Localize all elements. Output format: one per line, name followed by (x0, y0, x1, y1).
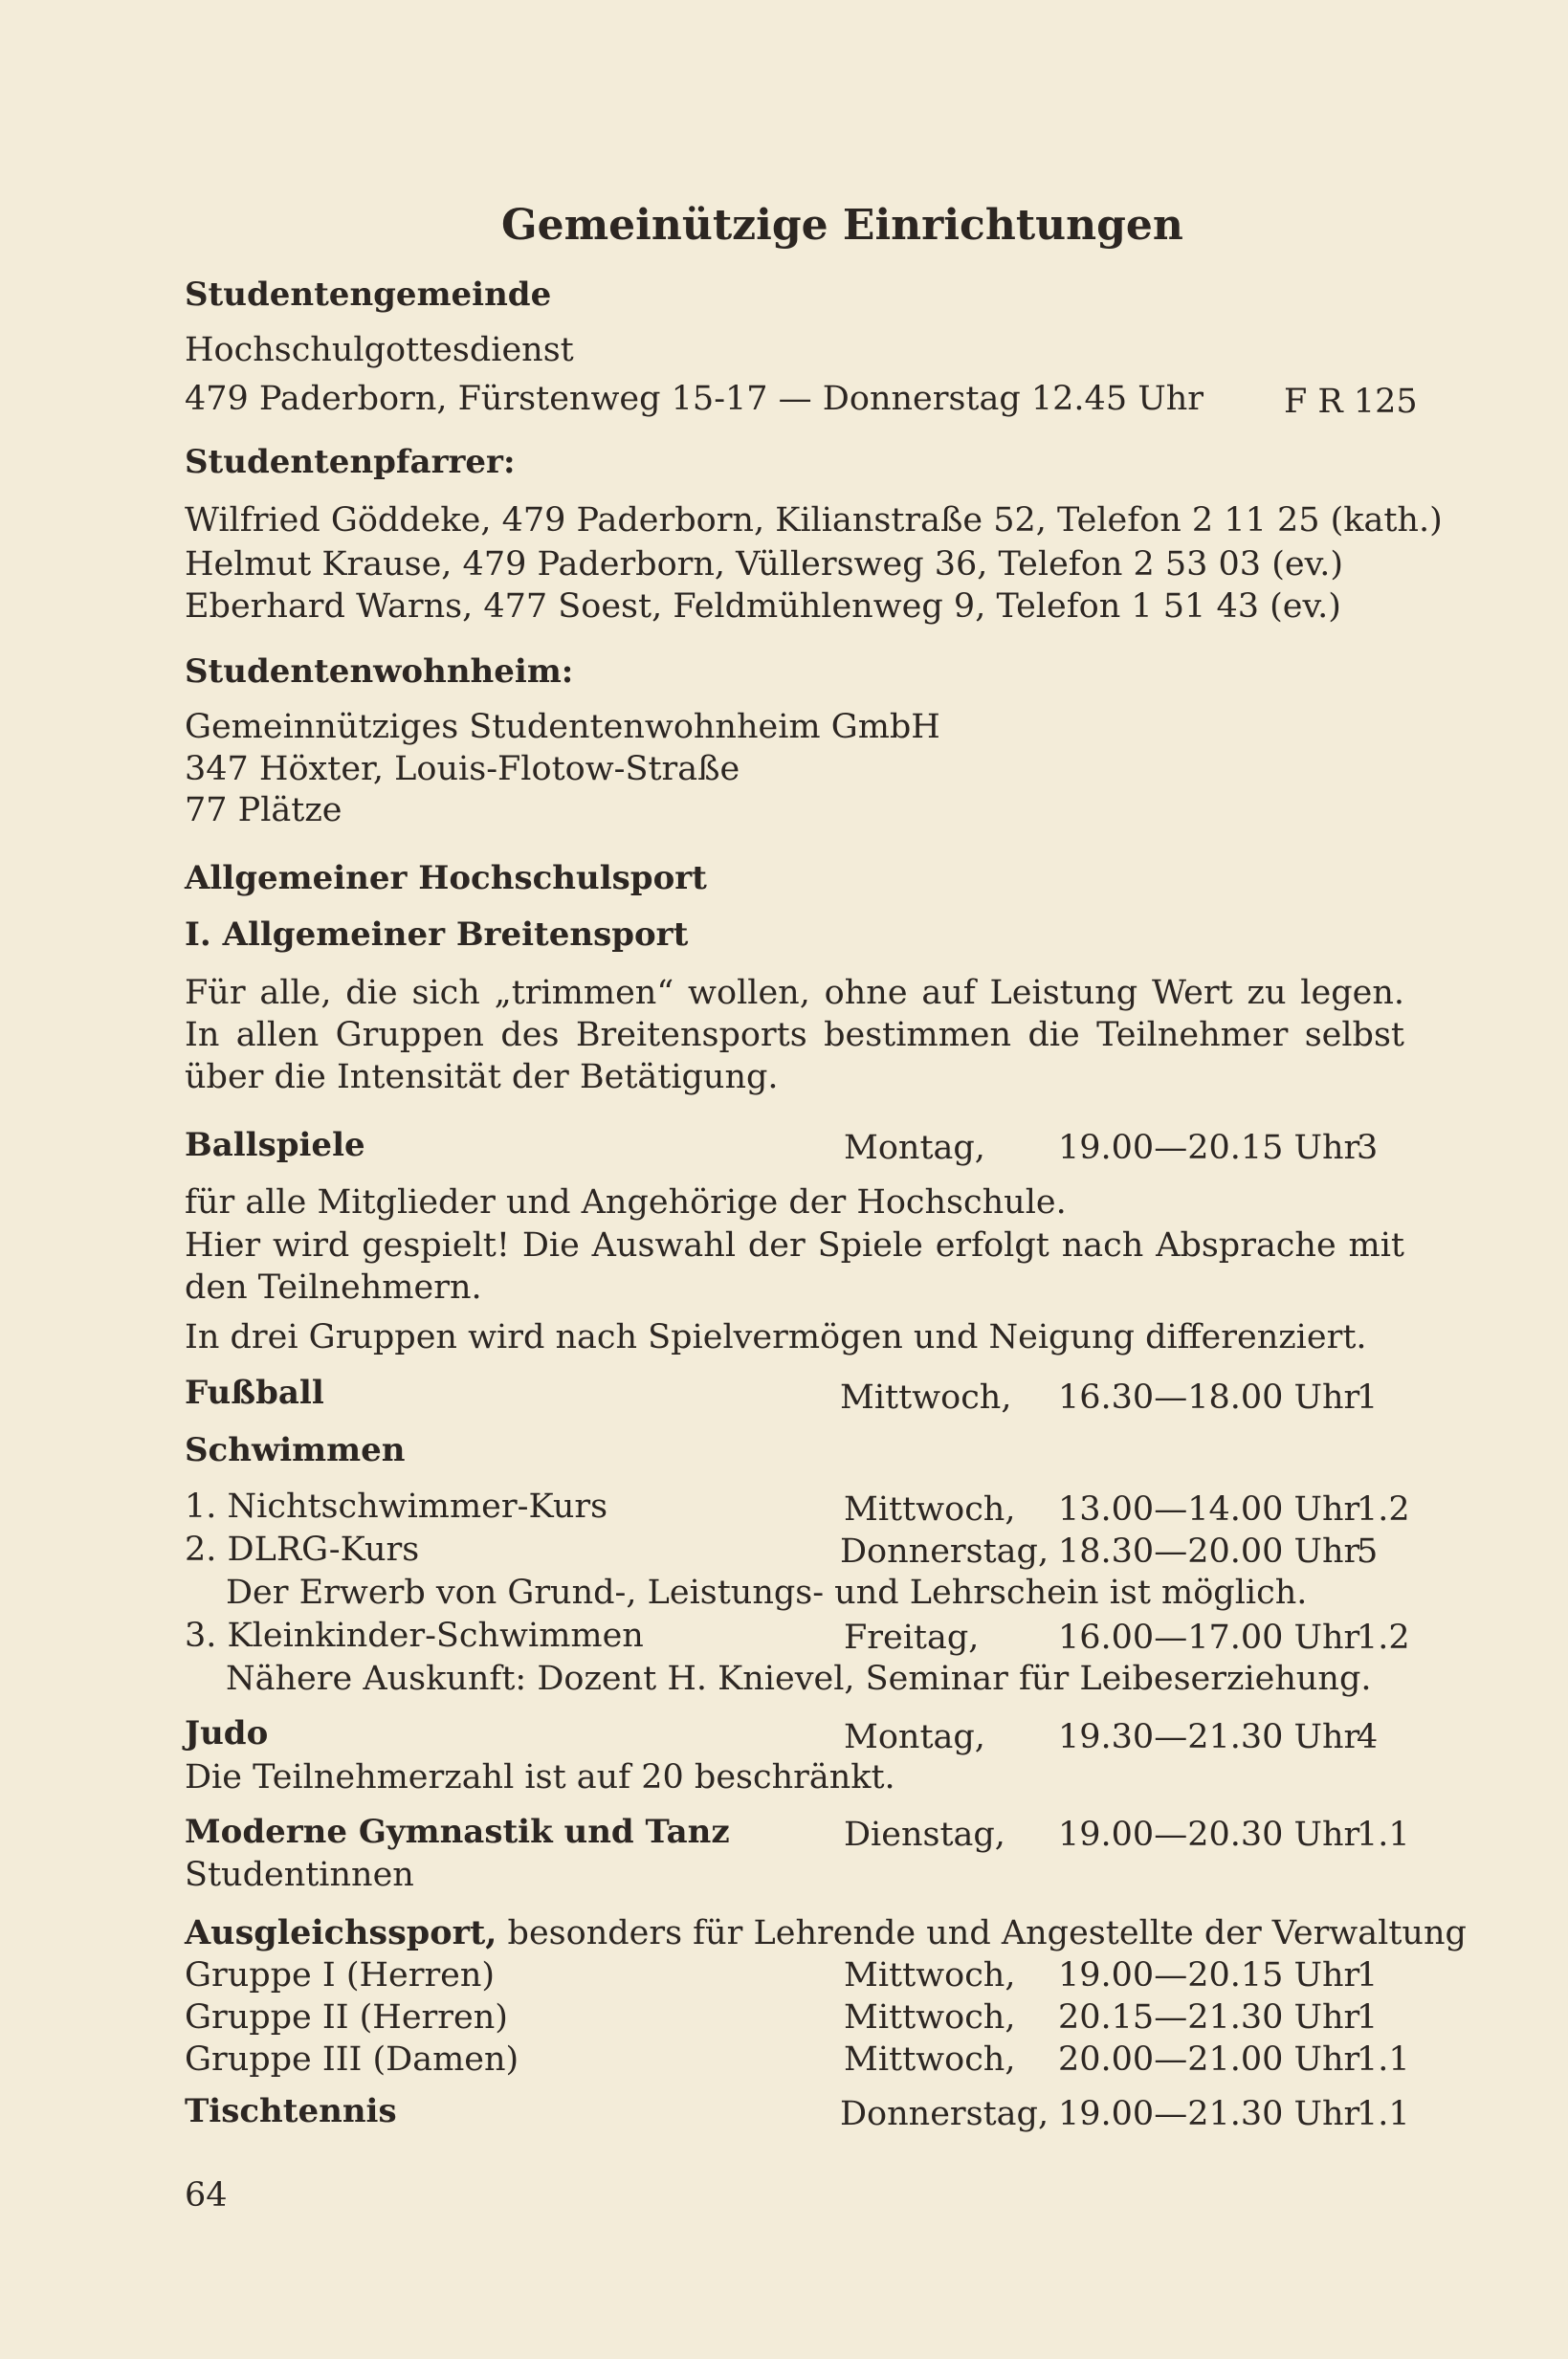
ausgleich-heading-bold: Ausgleichssport, (185, 1913, 497, 1952)
ausgleich-group-room: 1 (1357, 1956, 1379, 1995)
schwimmen-course-time: 18.30—20.00 Uhr (1058, 1532, 1360, 1571)
ausgleich-group-time: 20.00—21.00 Uhr (1058, 2040, 1360, 2079)
schwimmen-course-room: 1.2 (1357, 1619, 1410, 1657)
ausgleich-group-room: 1.1 (1357, 2040, 1410, 2079)
wohnheim-line: Gemeinnütziges Studentenwohnheim GmbH (185, 708, 940, 746)
ausgleich-group-day: Mittwoch, (844, 2040, 1016, 2079)
fussball-day: Mittwoch, (840, 1378, 1012, 1417)
studentengemeinde-heading: Studentengemeinde (185, 276, 552, 314)
ausgleich-heading-rest: besonders für Lehrende und Angestellte der Verwaltung (497, 1914, 1467, 1952)
ballspiele-room: 3 (1357, 1129, 1379, 1167)
judo-room: 4 (1357, 1718, 1379, 1756)
schwimmen-course-time: 16.00—17.00 Uhr (1058, 1619, 1360, 1657)
ausgleich-group-day: Mittwoch, (844, 1998, 1016, 2037)
ballspiele-day: Montag, (844, 1129, 985, 1167)
gottesdienst-line: Hochschulgottesdienst (185, 331, 574, 369)
pfarrer-line: Helmut Krause, 479 Paderborn, Vüllersweg 36, Telefon 2 53 03 (ev.) (185, 545, 1343, 584)
ausgleich-group-day: Mittwoch, (844, 1956, 1016, 1995)
gottesdienst-address-line: 479 Paderborn, Fürstenweg 15-17 — Donnerstag 12.45 Uhr (185, 380, 1204, 418)
schwimmen-course-room: 1.2 (1357, 1490, 1410, 1529)
schwimmen-course-name: 2. DLRG-Kurs (185, 1531, 420, 1569)
tischtennis-name: Tischtennis (185, 2092, 397, 2130)
gymnastik-day: Dienstag, (844, 1816, 1005, 1854)
gottesdienst-room: F R 125 (1284, 383, 1418, 421)
pfarrer-line: Eberhard Warns, 477 Soest, Feldmühlenweg 9, Telefon 1 51 43 (ev.) (185, 587, 1341, 626)
judo-name: Judo (185, 1714, 269, 1753)
ausgleich-group-name: Gruppe I (Herren) (185, 1956, 496, 1995)
ausgleich-group-time: 20.15—21.30 Uhr (1058, 1998, 1360, 2037)
gymnastik-room: 1.1 (1357, 1816, 1410, 1854)
schwimmen-course-note: Nähere Auskunft: Dozent H. Knievel, Seminar für Leibeserziehung. (226, 1660, 1372, 1698)
schwimmen-course-name: 3. Kleinkinder-Schwimmen (185, 1617, 644, 1655)
ausgleich-group-name: Gruppe III (Damen) (185, 2040, 519, 2079)
schwimmen-heading: Schwimmen (185, 1431, 406, 1469)
wohnheim-line: 77 Plätze (185, 791, 342, 829)
schwimmen-course-room: 5 (1357, 1532, 1379, 1571)
breitensport-heading: I. Allgemeiner Breitensport (185, 915, 689, 954)
breitensport-intro: Für alle, die sich „trimmen“ wollen, ohne auf Leistung Wert zu legen. In allen Gruppen des Breitensports bestimmen die Teilnehmer selbst über die Intensität der Betätigung. (185, 974, 1404, 1096)
fussball-name: Fußball (185, 1374, 324, 1412)
page-title: Gemeinützige Einrichtungen (501, 201, 1183, 250)
sport-heading: Allgemeiner Hochschulsport (185, 859, 707, 897)
ausgleich-heading (185, 1913, 1467, 1952)
schwimmen-course-day: Donnerstag, (840, 1532, 1049, 1571)
pfarrer-line: Wilfried Göddeke, 479 Paderborn, Kilianstraße 52, Telefon 2 11 25 (kath.) (185, 501, 1443, 540)
judo-note: Die Teilnehmerzahl ist auf 20 beschränkt. (185, 1758, 895, 1797)
gymnastik-name: Moderne Gymnastik und Tanz (185, 1813, 730, 1851)
gymnastik-note: Studentinnen (185, 1856, 414, 1894)
gymnastik-time: 19.00—20.30 Uhr (1058, 1816, 1360, 1854)
ballspiele-note: Hier wird gespielt! Die Auswahl der Spiele erfolgt nach Absprache mit den Teilnehmern. (185, 1226, 1404, 1307)
fussball-room: 1 (1357, 1378, 1379, 1417)
schwimmen-course-day: Mittwoch, (844, 1490, 1016, 1529)
ausgleich-group-name: Gruppe II (Herren) (185, 1998, 508, 2037)
schwimmen-course-name: 1. Nichtschwimmer-Kurs (185, 1488, 608, 1526)
judo-time: 19.30—21.30 Uhr (1058, 1718, 1360, 1756)
tischtennis-room: 1.1 (1357, 2095, 1410, 2133)
schwimmen-course-note: Der Erwerb von Grund-, Leistungs- und Lehrschein ist möglich. (226, 1574, 1308, 1612)
ballspiele-note: für alle Mitglieder und Angehörige der Hochschule. (185, 1183, 1067, 1222)
tischtennis-day: Donnerstag, (840, 2095, 1049, 2133)
pfarrer-heading: Studentenpfarrer: (185, 443, 516, 481)
page-number: 64 (185, 2176, 228, 2215)
ballspiele-name: Ballspiele (185, 1126, 365, 1164)
schwimmen-course-time: 13.00—14.00 Uhr (1058, 1490, 1360, 1529)
fussball-time: 16.30—18.00 Uhr (1058, 1378, 1360, 1417)
schwimmen-course-day: Freitag, (844, 1619, 980, 1657)
wohnheim-line: 347 Höxter, Louis-Flotow-Straße (185, 750, 740, 788)
tischtennis-time: 19.00—21.30 Uhr (1058, 2095, 1360, 2133)
judo-day: Montag, (844, 1718, 985, 1756)
ballspiele-time: 19.00—20.15 Uhr (1058, 1129, 1360, 1167)
ausgleich-group-time: 19.00—20.15 Uhr (1058, 1956, 1360, 1995)
ballspiele-note: In drei Gruppen wird nach Spielvermögen und Neigung differenziert. (185, 1318, 1367, 1356)
ausgleich-group-room: 1 (1357, 1998, 1379, 2037)
wohnheim-heading: Studentenwohnheim: (185, 652, 574, 691)
